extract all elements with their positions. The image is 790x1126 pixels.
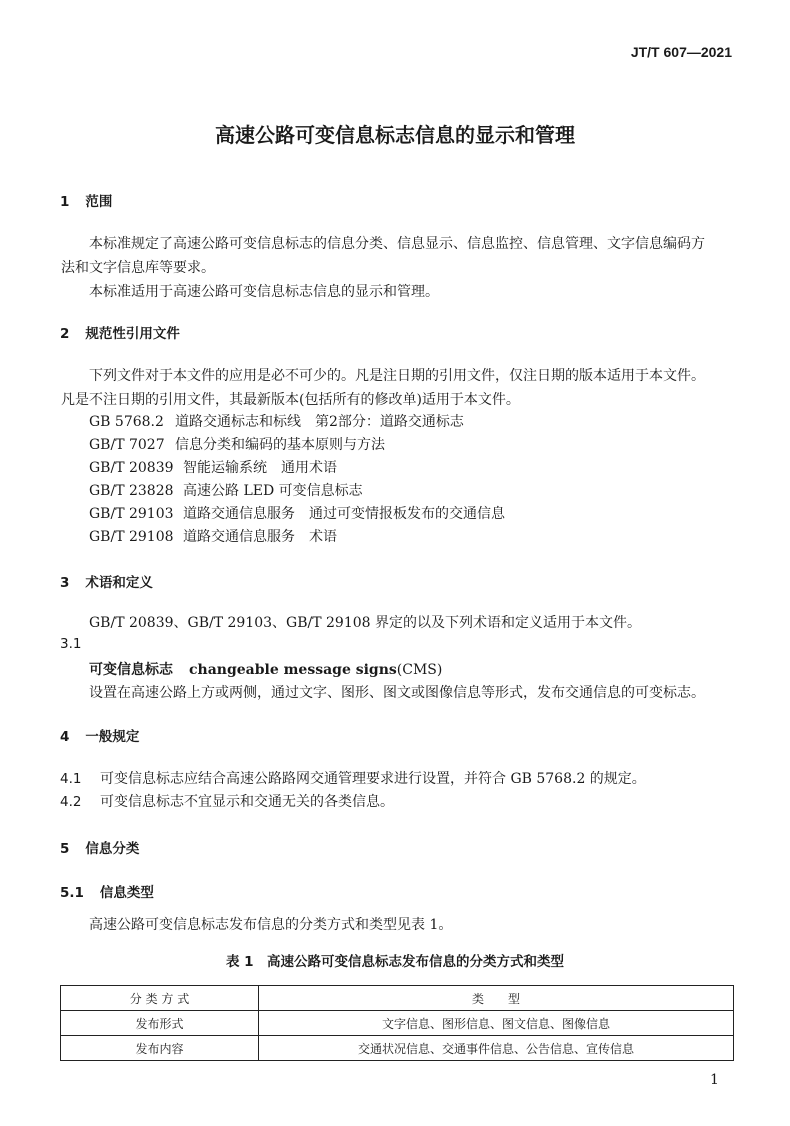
subsection-number: 5.1	[60, 885, 84, 901]
term-english: changeable message signs	[189, 662, 397, 678]
clause-4-2	[60, 791, 394, 811]
section-title: 术语和定义	[85, 575, 153, 591]
section-title: 信息分类	[85, 841, 140, 857]
reference-item	[89, 434, 385, 454]
reference-item	[89, 457, 337, 477]
table-cell: 发布内容	[61, 1036, 259, 1061]
paragraph-line: 法和文字信息库等要求。	[61, 260, 215, 276]
reference-item	[89, 480, 363, 500]
clause-number: 4.2	[60, 794, 82, 810]
reference-code: GB/T 20839	[89, 460, 174, 476]
term-chinese: 可变信息标志	[89, 662, 173, 678]
paragraph: 本标准适用于高速公路可变信息标志信息的显示和管理。	[89, 284, 439, 300]
reference-item	[89, 526, 337, 546]
reference-title: 信息分类和编码的基本原则与方法	[175, 437, 385, 453]
reference-title: 高速公路 LED 可变信息标志	[183, 483, 363, 499]
clause-number: 4.1	[60, 771, 82, 787]
reference-title: 智能运输系统 通用术语	[183, 460, 337, 476]
table-row	[61, 1011, 734, 1036]
table-cell: 发布形式	[61, 1011, 259, 1036]
clause-4-1	[60, 768, 646, 788]
reference-code: GB/T 29108	[89, 529, 174, 545]
reference-title: 道路交通信息服务 术语	[183, 529, 337, 545]
table-header-cell: 分 类 方 式	[61, 986, 259, 1011]
term-abbreviation: (CMS)	[396, 662, 443, 678]
table-caption: 表 1 高速公路可变信息标志发布信息的分类方式和类型	[225, 954, 565, 970]
table-cell: 文字信息、图形信息、图文信息、图像信息	[259, 1011, 734, 1036]
page-number: 1	[710, 1072, 719, 1088]
paragraph-line: 凡是不注日期的引用文件，其最新版本(包括所有的修改单)适用于本文件。	[61, 392, 520, 408]
table-header-cell: 类 型	[259, 986, 734, 1011]
reference-item	[89, 411, 464, 431]
table-header-row	[61, 986, 734, 1011]
section-number: 3	[60, 575, 70, 591]
page-title: 高速公路可变信息标志信息的显示和管理	[215, 123, 575, 147]
subclause-number: 3.1	[60, 636, 82, 652]
reference-code: GB/T 7027	[89, 437, 165, 453]
section-title: 规范性引用文件	[85, 326, 180, 342]
table-cell: 交通状况信息、交通事件信息、公告信息、宣传信息	[259, 1036, 734, 1061]
section-title: 范围	[85, 194, 113, 210]
subsection-5-1-heading	[60, 881, 154, 901]
section-5-heading	[60, 837, 139, 857]
clause-text: 可变信息标志应结合高速公路路网交通管理要求进行设置，并符合 GB 5768.2 的规定。	[100, 771, 646, 787]
term-entry	[89, 659, 442, 679]
reference-title: 道路交通标志和标线 第2部分：道路交通标志	[175, 414, 464, 430]
section-number: 1	[60, 194, 70, 210]
reference-title: 道路交通信息服务 通过可变情报板发布的交通信息	[183, 506, 505, 522]
reference-code: GB 5768.2	[89, 414, 164, 430]
section-number: 2	[60, 326, 70, 342]
section-number: 5	[60, 841, 70, 857]
paragraph: 高速公路可变信息标志发布信息的分类方式和类型见表 1。	[89, 917, 453, 933]
reference-item	[89, 503, 505, 523]
subsection-title: 信息类型	[99, 885, 154, 901]
paragraph-line: 本标准规定了高速公路可变信息标志的信息分类、信息显示、信息监控、信息管理、文字信息编码方	[89, 236, 705, 252]
term-definition: 设置在高速公路上方或两侧，通过文字、图形、图文或图像信息等形式，发布交通信息的可变标志。	[89, 685, 705, 701]
paragraph-line: 下列文件对于本文件的应用是必不可少的。凡是注日期的引用文件，仅注日期的版本适用于本文件。	[89, 368, 705, 384]
section-title: 一般规定	[85, 729, 140, 745]
table-row	[61, 1036, 734, 1061]
reference-code: GB/T 29103	[89, 506, 174, 522]
section-3-heading	[60, 571, 153, 591]
section-number: 4	[60, 729, 70, 745]
section-4-heading	[60, 725, 139, 745]
reference-code: GB/T 23828	[89, 483, 174, 499]
section-2-heading	[60, 322, 180, 342]
clause-text: 可变信息标志不宜显示和交通无关的各类信息。	[100, 794, 394, 810]
paragraph: GB/T 20839、GB/T 29103、GB/T 29108 界定的以及下列术语和定义适用于本文件。	[89, 615, 641, 631]
document-number: JT/T 607—2021	[630, 44, 732, 60]
section-1-heading	[60, 190, 112, 210]
classification-table	[60, 985, 734, 1061]
